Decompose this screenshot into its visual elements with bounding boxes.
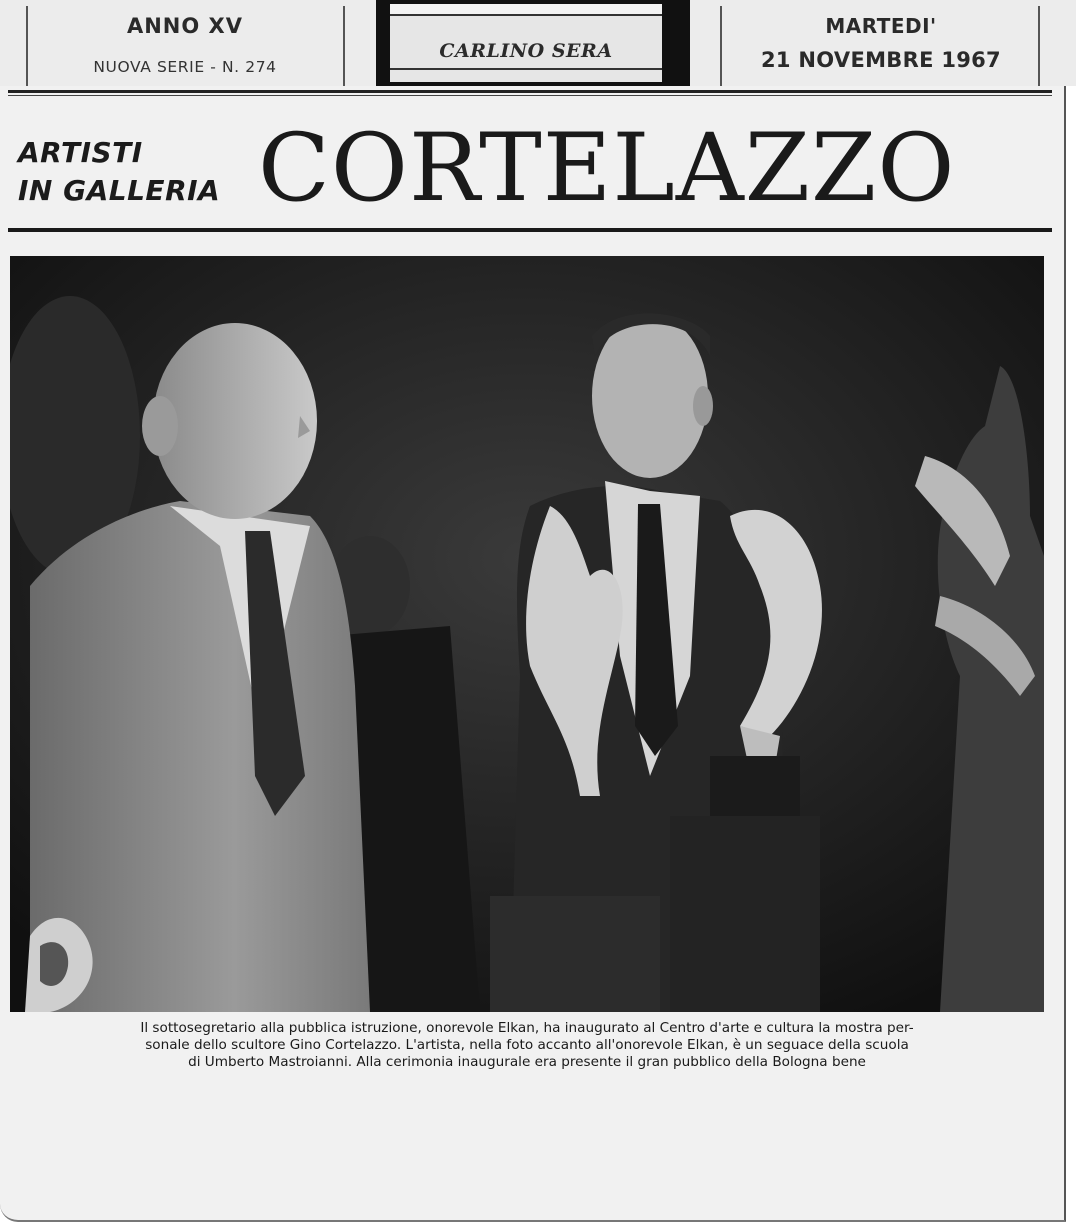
headline-rule [8, 228, 1052, 232]
photo-caption [24, 1020, 1030, 1071]
caption-line: di Umberto Mastroianni. Alla cerimonia inaugurale era presente il gran pubblico della Bologna bene [188, 1054, 866, 1070]
kicker-line: IN GALLERIA [18, 174, 221, 207]
top-rule [8, 90, 1052, 93]
caption-line: sonale dello scultore Gino Cortelazzo. L'artista, nella foto accanto all'onorevole Elkan, è un seguace della scuola [145, 1037, 909, 1053]
photo-illustration [10, 256, 1044, 1012]
box-rule [390, 68, 662, 70]
section-kicker [18, 134, 220, 210]
weekday: MARTEDI' [825, 14, 937, 38]
headline: CORTELAZZO [258, 114, 956, 223]
masthead-date-box [690, 0, 1076, 86]
issue-number: NUOVA SERIE - N. 274 [93, 58, 277, 76]
issue-year: ANNO XV [126, 14, 243, 38]
paper-name: CARLINO SERA [439, 40, 613, 62]
caption-line: Il sottosegretario alla pubblica istruzione, onorevole Elkan, ha inaugurato al Centro d'arte e cultura la mostra per- [140, 1020, 914, 1036]
masthead-paper-box [390, 4, 662, 82]
box-rule [390, 4, 662, 16]
newspaper-clipping [0, 86, 1066, 1222]
publication-date: 21 NOVEMBRE 1967 [761, 48, 1001, 72]
top-rule-thin [8, 95, 1052, 96]
article-photo [10, 256, 1044, 1012]
masthead-issue-box [0, 0, 376, 86]
kicker-line: ARTISTI [18, 136, 143, 169]
